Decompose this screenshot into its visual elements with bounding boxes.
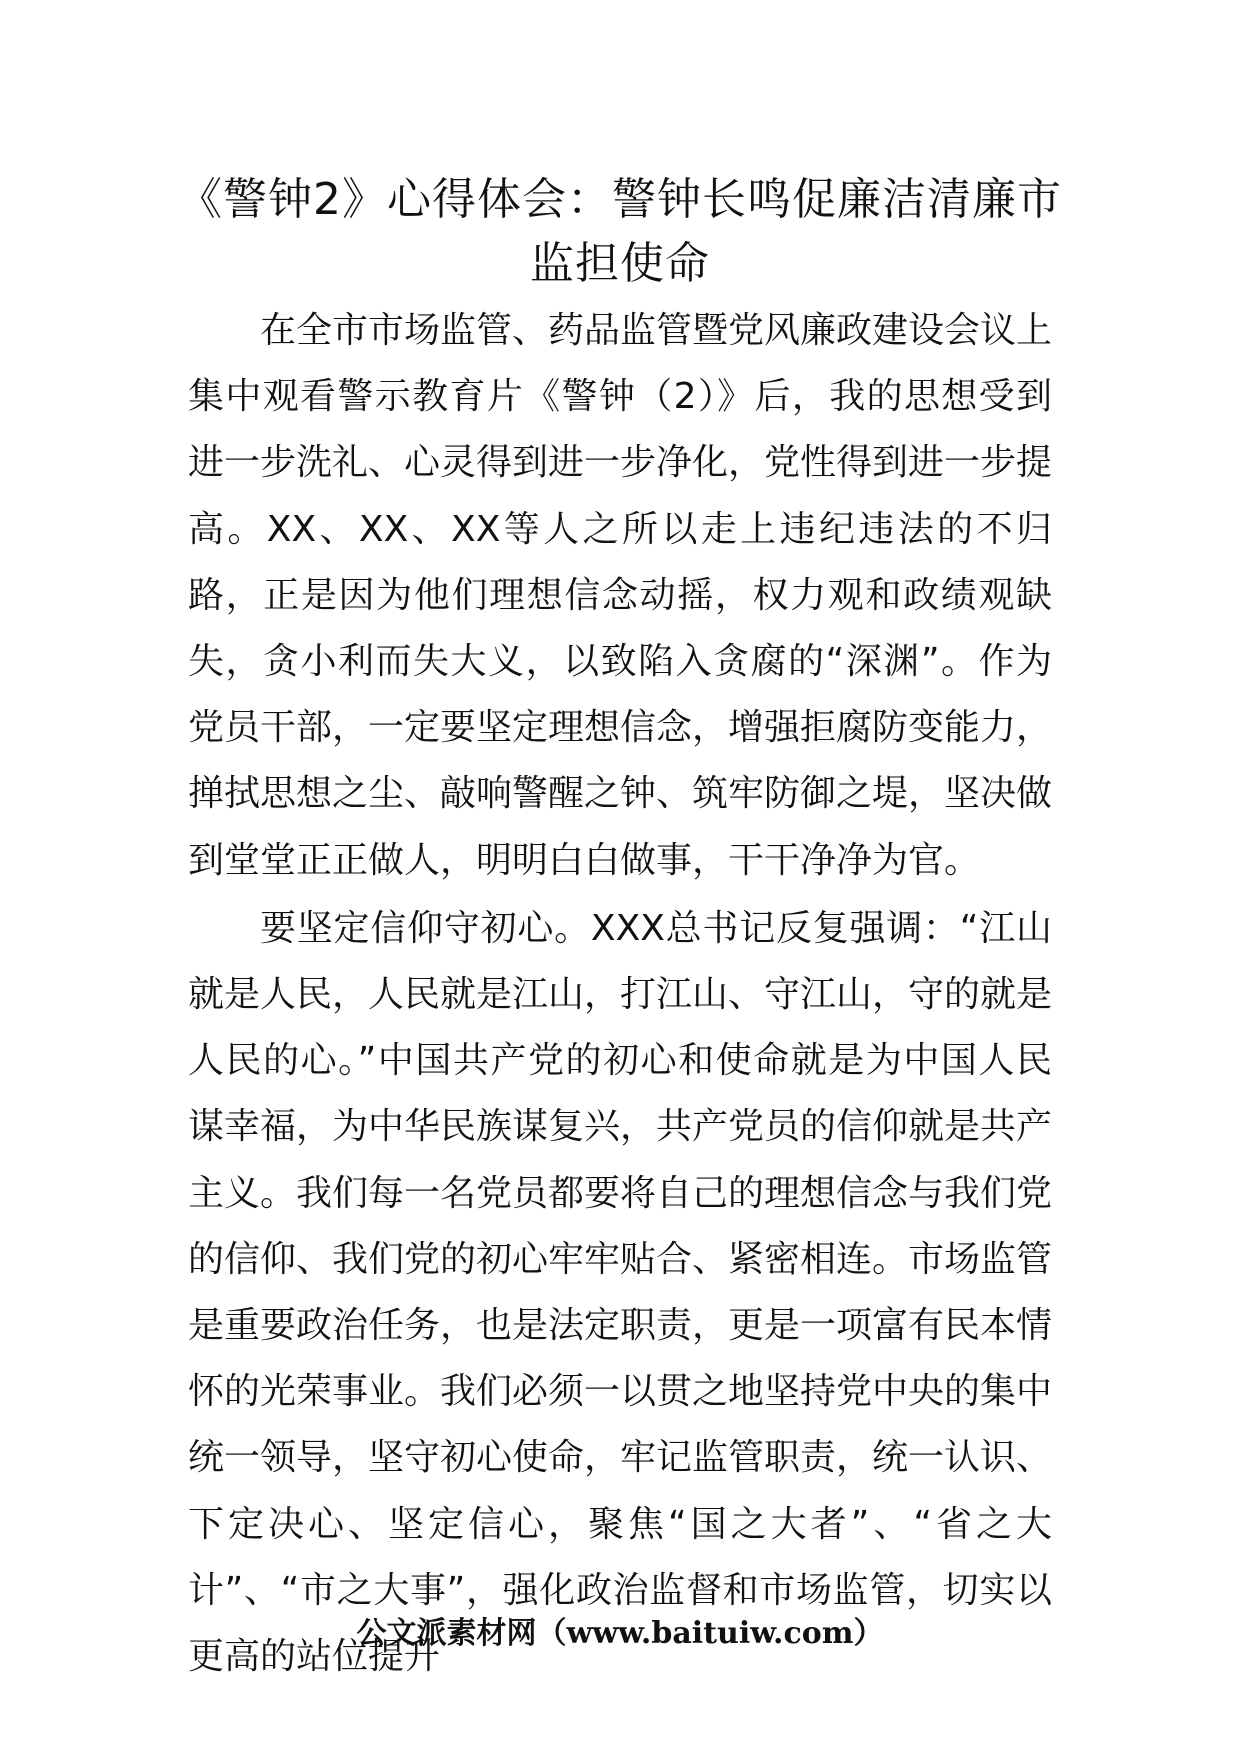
document-body	[188, 298, 1052, 1690]
document-title: 《警钟2》心得体会：警钟长鸣促廉洁清廉市监担使命	[178, 174, 1062, 289]
paragraph-1: 在全市市场监管、药品监管暨党风廉政建设会议上集中观看警示教育片《警钟（2）》后，我的思想受到进一步洗礼、心灵得到进一步净化，党性得到进一步提高。XX、XX、XX等人之所以走上违纪违法的不归路，正是因为他们理想信念动摇，权力观和政绩观缺失，贪小利而失大义，以致陷入贪腐的“深渊”。作为党员干部，一定要坚定理想信念，增强拒腐防变能力，掸拭思想之尘、敲响警醒之钟、筑牢防御之堤，坚决做到堂堂正正做人，明明白白做事，干干净净为官。	[188, 310, 1053, 881]
footer-watermark-text: 公文派素材网（www.baituiw.com）	[356, 1616, 884, 1651]
paragraph-2: 要坚定信仰守初心。XXX总书记反复强调：“江山就是人民，人民就是江山，打江山、守江山，守的就是人民的心。”中国共产党的初心和使命就是为中国人民谋幸福，为中华民族谋复兴，共产党员的信仰就是共产主义。我们每一名党员都要将自己的理想信念与我们党的信仰、我们党的初心牢牢贴合、紧密相连。市场监管是重要政治任务，也是法定职责，更是一项富有民本情怀的光荣事业。我们必须一以贯之地坚持党中央的集中统一领导，坚守初心使命，牢记监管职责，统一认识、下定决心、坚定信心，聚焦“国之大者”、“省之大计”、“市之大事”，强化政治监督和市场监管，切实以更高的站位提升	[188, 907, 1053, 1678]
